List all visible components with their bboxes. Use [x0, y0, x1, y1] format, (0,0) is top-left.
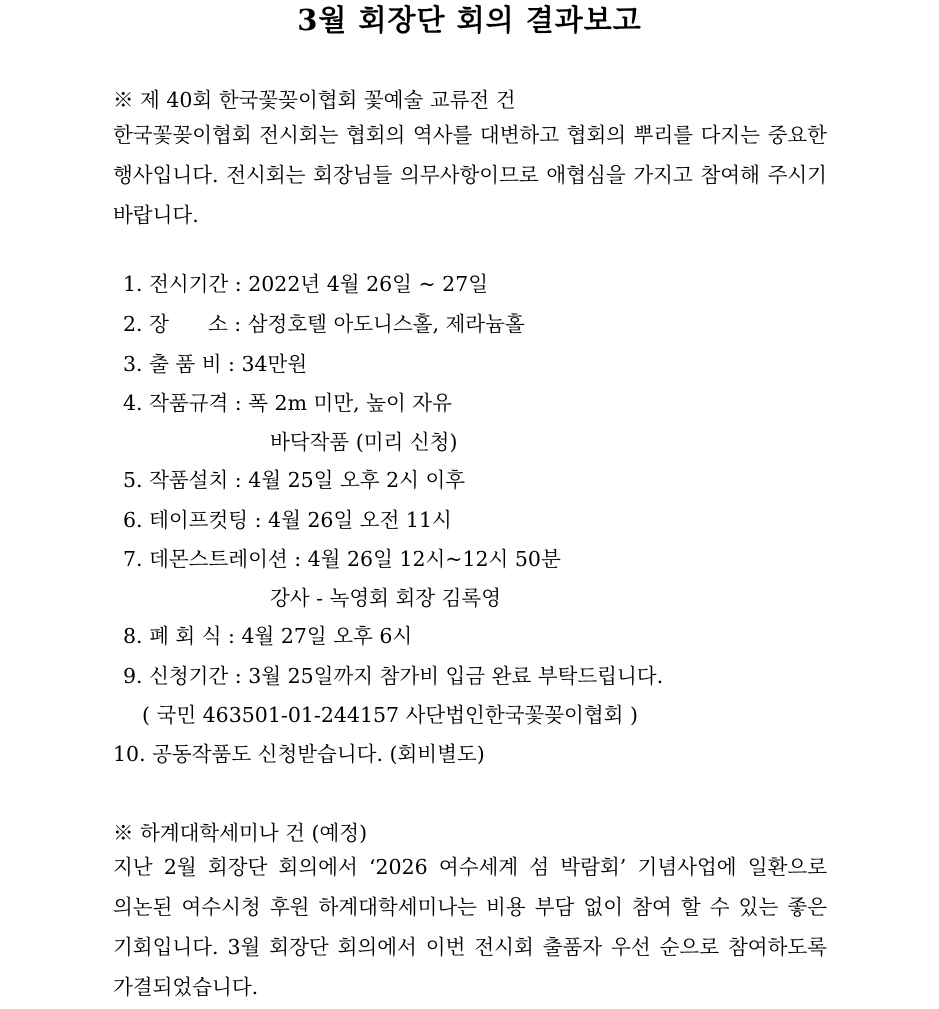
- section2-paragraph: 지난 2월 회장단 회의에서 ‘2026 여수세계 섬 박람회’ 기념사업에 일환으로 의논된 여수시청 후원 하계대학세미나는 비용 부담 없이 참여 할 수 있는 좋은 기회입니다. 3월 회장단 회의에서 이번 전시회 출품자 우선 순으로 참여하도록 가결되었습니다.: [113, 855, 827, 999]
- list-item-bank-account: ( 국민 463501-01-244157 사단법인한국꽃꽂이협회 ): [142, 703, 638, 727]
- list-item-application: 9. 신청기간 : 3월 25일까지 참가비 입금 완료 부탁드립니다.: [123, 664, 664, 688]
- section1-paragraph: 한국꽃꽂이협회 전시회는 협회의 역사를 대변하고 협회의 뿌리를 다지는 중요한 행사입니다. 전시회는 회장님들 의무사항이므로 애협심을 가지고 참여해 주시기 바랍니다.: [113, 123, 827, 227]
- document-title: 3월 회장단 회의 결과보고: [297, 3, 642, 37]
- list-item-size-note: 바닥작품 (미리 신청): [270, 430, 458, 454]
- list-item-size: 4. 작품규격 : 폭 2m 미만, 높이 자유: [123, 391, 452, 415]
- list-item-closing: 8. 폐 회 식 : 4월 27일 오후 6시: [123, 624, 413, 648]
- list-item-joint-work: 10. 공동작품도 신청받습니다. (회비별도): [113, 742, 485, 766]
- list-item-demonstration: 7. 데몬스트레이션 : 4월 26일 12시~12시 50분: [123, 547, 561, 571]
- section1-heading: ※ 제 40회 한국꽃꽂이협회 꽃예술 교류전 건: [113, 88, 516, 112]
- list-item-period: 1. 전시기간 : 2022년 4월 26일 ~ 27일: [123, 272, 489, 296]
- section2-heading: ※ 하계대학세미나 건 (예정): [113, 821, 368, 845]
- list-item-fee: 3. 출 품 비 : 34만원: [123, 352, 308, 376]
- list-item-instructor: 강사 - 녹영회 회장 김록영: [270, 586, 502, 610]
- list-item-tape-cutting: 6. 테이프컷팅 : 4월 26일 오전 11시: [123, 508, 452, 532]
- list-item-venue: 2. 장 소 : 삼정호텔 아도니스홀, 제라늄홀: [123, 312, 525, 336]
- list-item-install: 5. 작품설치 : 4월 25일 오후 2시 이후: [123, 468, 466, 492]
